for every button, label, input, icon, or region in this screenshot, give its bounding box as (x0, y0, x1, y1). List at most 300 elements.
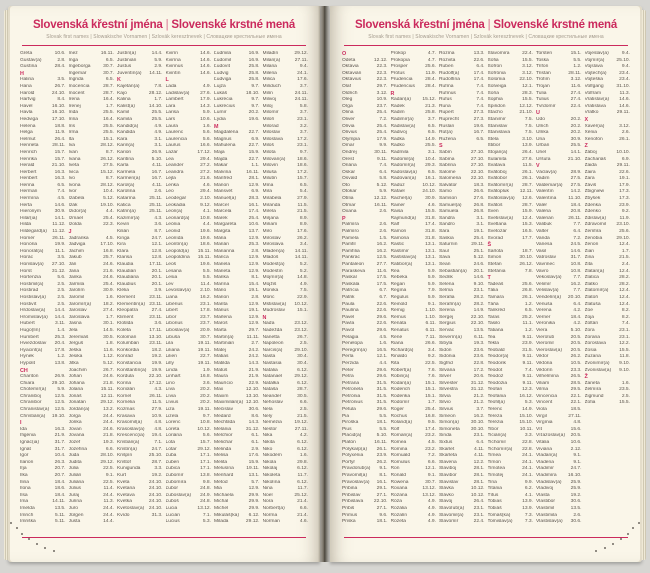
first-name: Mikuláš(ka) (214, 512, 240, 518)
first-name: Toska (536, 57, 549, 63)
name-day-date: 28.9. (570, 169, 582, 175)
name-row (488, 341, 534, 348)
first-name: Lev (165, 281, 174, 287)
first-name: Patrícia (342, 288, 359, 294)
name-row (69, 473, 115, 480)
first-name: Ilina (20, 479, 29, 485)
name-day-date: 25.8. (248, 64, 260, 70)
first-name: Rozalín (390, 512, 408, 518)
first-name: Rolf (390, 426, 400, 432)
name-row (69, 97, 115, 104)
first-name: Stela (487, 136, 499, 142)
name-day-date: 6.6. (299, 505, 308, 511)
name-row (20, 414, 66, 421)
name-day-date: 5.9. (202, 110, 211, 116)
name-row (488, 420, 534, 427)
first-name: Max (214, 387, 224, 393)
first-name: Oskar (342, 169, 356, 175)
name-row (391, 143, 437, 150)
name-day-date: 12.1. (425, 466, 436, 472)
name-day-date: 8.1. (251, 275, 260, 281)
first-name: Milica (262, 77, 275, 83)
name-day-date: 15.9. (248, 459, 260, 465)
first-name: Tobias (487, 499, 502, 505)
first-name: Prokop (390, 51, 406, 56)
name-day-date: 27.4. (570, 97, 582, 103)
first-name: Marlena (214, 314, 232, 320)
name-day-date: 27.2. (200, 163, 211, 169)
name-day-date: 17.2. (297, 136, 308, 142)
first-name: Radivoj (390, 130, 407, 136)
first-name: Jerguš (68, 341, 84, 347)
first-name: Radek (390, 103, 405, 109)
name-row (342, 262, 388, 269)
name-row (69, 242, 115, 249)
name-day-date: 14.9. (522, 407, 533, 413)
first-name: Svatava (487, 163, 506, 169)
name-day-date: 24.4. (103, 492, 114, 498)
name-day-date: 24.7. (151, 446, 163, 452)
name-day-date: 7.2. (573, 235, 582, 241)
name-day-date: 8.1. (379, 473, 388, 478)
name-day-date: 27.10. (470, 163, 485, 169)
name-day-date: 20.10. (567, 294, 582, 300)
name-day-date: 18.6. (200, 242, 211, 248)
name-day-date: 23.9. (376, 453, 388, 459)
first-name: Ifigénia (20, 433, 36, 439)
name-row (69, 466, 115, 473)
name-day-date: 14.4. (151, 51, 163, 56)
name-day-date: 14.4. (54, 314, 66, 320)
first-name: Nora (262, 499, 274, 505)
name-row (391, 242, 437, 249)
name-row (117, 262, 163, 269)
name-day-date: 25.4. (376, 130, 388, 136)
name-row (69, 143, 115, 150)
first-name: Janka (68, 275, 82, 281)
first-name: Sven (487, 209, 499, 215)
first-name: Olívius (342, 130, 357, 136)
name-row (69, 262, 115, 269)
perforation-dot (21, 533, 23, 535)
first-name: Jonáš (68, 393, 82, 399)
section-letter: H (20, 70, 24, 77)
name-row (439, 453, 485, 460)
name-day-date: 31.8. (425, 235, 436, 241)
first-name: Remig (390, 308, 405, 314)
first-name: Marta (214, 327, 227, 333)
name-day-date: 16.1. (425, 176, 436, 182)
name-row (263, 150, 309, 157)
name-row (439, 176, 485, 183)
name-column (488, 51, 534, 529)
name-row (20, 387, 66, 394)
name-row (263, 110, 309, 117)
name-row (342, 77, 388, 84)
name-row (263, 209, 309, 216)
first-name: Nikolaj (262, 466, 278, 472)
name-day-date: 19.9. (151, 360, 163, 366)
first-name: Robin(a) (390, 374, 410, 380)
first-name: Xénia (584, 130, 598, 136)
name-day-date: 6.5. (105, 77, 114, 83)
first-name: Vojslava (584, 64, 603, 70)
first-name: Mia (214, 486, 222, 492)
name-row (20, 64, 66, 71)
name-day-date: 2.6. (379, 209, 388, 215)
name-day-date: 30.1. (103, 321, 114, 327)
first-name: Teofil(a) (487, 400, 505, 406)
name-day-date: 21.10. (51, 163, 66, 169)
name-day-date: 3.11. (54, 321, 66, 327)
first-name: Tibor (487, 426, 499, 432)
name-day-date: 16.11. (100, 51, 114, 56)
name-row (20, 229, 66, 236)
first-name: Vekoslav(a) (536, 275, 562, 281)
name-day-date: 1.2. (57, 354, 66, 360)
name-day-date: 11.7. (297, 486, 308, 492)
name-row (439, 84, 485, 91)
name-day-date: 9.7. (299, 149, 308, 155)
name-row (214, 176, 260, 183)
name-row (263, 262, 309, 269)
first-name: Otília (342, 196, 354, 202)
name-day-date: 3.12. (570, 77, 582, 83)
first-name: Libor (165, 314, 177, 320)
first-name: Petrónius (342, 400, 363, 406)
first-name: Vadim (536, 176, 550, 182)
name-row (536, 51, 582, 58)
name-day-date: 23.11. (149, 301, 163, 307)
first-name: Lukrécius (214, 103, 235, 109)
name-day-date: 10.6. (54, 51, 66, 56)
name-day-date: 9.1. (573, 453, 582, 459)
first-name: Kevin (117, 222, 130, 228)
name-day-date: 21.5. (297, 209, 308, 215)
name-row (69, 374, 115, 381)
first-name: Zlatomír(a) (584, 288, 609, 294)
first-name: Libuša (165, 334, 180, 340)
name-day-date: 2.5. (621, 393, 630, 399)
name-row (69, 130, 115, 137)
first-name: Tea (487, 334, 496, 340)
name-row (20, 321, 66, 328)
name-row (20, 77, 66, 84)
name-day-date: 10.9. (151, 413, 163, 419)
first-name: Henrika (20, 156, 37, 162)
name-day-date: 9.7. (202, 413, 211, 419)
first-name: Mojmír(a) (262, 275, 284, 281)
name-day-date: 24.8. (200, 486, 211, 492)
name-day-date: 28.7. (522, 182, 533, 188)
name-row (439, 97, 485, 104)
first-name: Kalina (117, 97, 131, 103)
first-name: Miladín (262, 51, 279, 56)
first-name: Salvátor (439, 182, 457, 188)
name-row (166, 499, 212, 506)
first-name: Sergius (439, 321, 456, 327)
first-name: Inocent (68, 90, 85, 96)
name-day-date: 3.1. (476, 222, 485, 228)
name-row (536, 499, 582, 506)
name-day-date: 5.5. (573, 57, 582, 63)
first-name: Modestín (262, 268, 283, 274)
first-name: Imriška (20, 519, 36, 525)
name-day-date: 12.5. (376, 255, 388, 261)
name-day-date: 20.2. (200, 393, 211, 399)
name-row (342, 97, 388, 104)
name-row (69, 77, 115, 84)
first-name: Rebeka (390, 275, 408, 281)
first-name: Jozefína (68, 446, 87, 452)
name-day-date: 17.6. (297, 229, 308, 235)
first-name: Sidón (439, 347, 452, 353)
name-day-date: 10.4. (103, 189, 114, 195)
perforation-dot (595, 550, 597, 552)
name-day-date: 7.2. (379, 116, 388, 122)
first-name: Žaneta (584, 380, 600, 386)
name-day-date: 4.9. (202, 83, 211, 89)
name-day-date: 5.9. (427, 275, 436, 281)
name-day-date: 30.7. (200, 334, 211, 340)
name-row (391, 308, 437, 315)
name-day-date: 19.2. (151, 354, 163, 360)
first-name: Torsten (536, 51, 553, 56)
name-day-date: 9.7. (251, 83, 260, 89)
name-day-date: 6.11. (473, 334, 485, 340)
name-row (263, 328, 309, 335)
name-row (536, 104, 582, 111)
name-day-date: 24.10. (148, 486, 163, 492)
name-day-date: 20.8. (570, 209, 582, 215)
first-name: Laura (165, 123, 179, 129)
name-day-date: 29.10. (51, 380, 66, 386)
first-name: Hermína (20, 196, 39, 202)
name-row (166, 163, 212, 170)
first-name: Silvius (439, 407, 454, 413)
first-name: Timea (487, 453, 501, 459)
name-day-date: 30.6. (570, 519, 582, 525)
first-name: Marica (214, 255, 229, 261)
name-row (166, 143, 212, 150)
name-row (585, 308, 631, 315)
name-day-date: 6.12. (297, 440, 308, 446)
first-name: Teodot (487, 367, 503, 373)
name-day-date: 28.2. (473, 294, 485, 300)
name-day-date: 6.5. (105, 57, 114, 63)
name-row (391, 453, 437, 460)
first-name: Kristián(a) (117, 440, 140, 446)
first-name: Ilarion (20, 459, 34, 465)
first-name: Metod (214, 479, 228, 485)
name-row (536, 117, 582, 124)
name-row (439, 295, 485, 302)
name-day-date: 15.9. (248, 149, 260, 155)
first-name: Jordán(a) (68, 407, 90, 413)
first-name: Klélia (117, 288, 129, 294)
name-day-date: 29.4. (200, 156, 211, 162)
first-name: Teodorik (487, 360, 506, 366)
first-name: Mojžiš (262, 281, 277, 287)
title-slovak: Slovenské krstné mená (171, 19, 296, 31)
first-name: Kolumbán (117, 341, 140, 347)
name-row (585, 242, 631, 249)
first-name: Irena (68, 97, 80, 103)
name-day-date: 24.4. (103, 512, 114, 518)
name-day-date: 21.8. (103, 380, 114, 386)
name-day-date: 26.8. (473, 209, 485, 215)
first-name: Leonard(a) (165, 215, 190, 221)
name-day-date: 25.5. (425, 143, 436, 149)
name-row (536, 255, 582, 262)
name-row (342, 486, 388, 493)
section-letter: O (342, 51, 347, 57)
name-day-date: 27.6. (200, 90, 211, 96)
name-day-date: 22.6. (376, 308, 388, 314)
name-day-date: 19.9. (151, 367, 163, 373)
name-row (536, 64, 582, 71)
name-day-date: 18.1. (376, 420, 388, 426)
name-day-date: 27.9. (151, 407, 163, 413)
first-name: Humbert (20, 334, 39, 340)
section-letter: M (214, 123, 219, 130)
name-day-date: 9.5. (427, 420, 436, 426)
name-row (391, 466, 437, 473)
name-day-date: 7.4. (476, 90, 485, 96)
first-name: Svätoboj (487, 169, 507, 175)
first-name: Chotemír(a) (20, 387, 47, 393)
name-day-date: 15.11. (197, 255, 211, 261)
first-name: Viviána (536, 446, 552, 452)
name-day-date: 15.7. (54, 149, 66, 155)
first-name: Zlatuša (584, 301, 601, 307)
first-name: Honorát(a) (20, 248, 44, 254)
name-row (263, 77, 309, 84)
first-name: Pribislav (342, 492, 361, 498)
first-name: Koriolán (117, 387, 135, 393)
name-day-date: 2.8. (251, 248, 260, 254)
name-day-date: 9.11. (522, 360, 533, 366)
name-day-date: 27.3. (473, 110, 485, 116)
name-day-date: 9.9. (379, 143, 388, 149)
name-column (536, 51, 582, 529)
first-name: Jovana (68, 433, 85, 439)
first-name: Lizela (165, 413, 179, 419)
name-day-date: 29.9. (248, 505, 260, 511)
name-row (214, 486, 260, 493)
name-day-date: 24.2. (248, 347, 260, 353)
name-day-date: 29.1. (376, 486, 388, 492)
first-name: Samuel(a) (439, 202, 462, 208)
first-name: Pius (342, 426, 352, 432)
name-day-date: 3.6. (154, 321, 163, 327)
first-name: Runa (439, 103, 451, 109)
first-name: Milota (262, 149, 276, 155)
first-name: Marcel (214, 202, 229, 208)
name-row (117, 361, 163, 368)
first-name: Hortenzia (20, 275, 41, 281)
name-day-date: 23.2. (425, 433, 436, 439)
name-day-date: 15.5. (522, 97, 533, 103)
first-name: Vratislava (584, 103, 606, 109)
name-day-date: 14.6. (200, 70, 211, 76)
name-row (439, 275, 485, 282)
first-name: Neander (262, 393, 282, 399)
first-name: Sophia (487, 97, 503, 103)
first-name: Kornel (117, 393, 132, 399)
first-name: Tereza (487, 413, 503, 419)
first-name: Ticián(a) (487, 433, 507, 439)
first-name: Laurencia (165, 136, 187, 142)
name-row (69, 150, 115, 157)
first-name: Ivor (68, 189, 77, 195)
name-day-date: 5.2. (299, 268, 308, 274)
first-name: Ľubor (165, 486, 179, 492)
name-row (391, 354, 437, 361)
first-name: Ilsa (20, 492, 28, 498)
name-day-date: 23.1. (473, 505, 485, 511)
name-row (117, 163, 163, 170)
first-name: Ľuboslav(a) (165, 492, 192, 498)
first-name: Judita (68, 459, 82, 465)
first-name: Zian (584, 248, 595, 254)
name-day-date: 22.4. (570, 103, 582, 109)
name-day-date: 9.7. (251, 97, 260, 103)
first-name: Mahulena (214, 143, 236, 149)
first-name: Kajetán(a) (117, 83, 140, 89)
name-row (488, 486, 534, 493)
name-row (166, 71, 212, 78)
first-name: Miranda (262, 202, 281, 208)
first-name: Vojtech(a) (584, 70, 607, 76)
name-day-date: 19.2. (151, 473, 163, 478)
first-name: Heribert (20, 176, 38, 182)
first-name: Chranislav(a) (20, 407, 50, 413)
first-name: Lujza (214, 83, 226, 89)
first-name: Imrich (20, 512, 34, 518)
first-name: Pia (342, 413, 350, 419)
name-day-date: 20.1. (151, 281, 163, 287)
name-day-date: 11.11. (246, 334, 260, 340)
first-name: Ingrida (68, 77, 84, 83)
name-row (214, 295, 260, 302)
first-name: Leoš (165, 262, 177, 267)
name-row (391, 374, 437, 381)
name-day-date: 29.12. (294, 51, 308, 56)
name-day-date: 26.2. (376, 459, 388, 465)
name-row (439, 387, 485, 394)
header-rule (22, 45, 306, 46)
name-day-date: 14.11. (52, 499, 66, 505)
name-day-date: 26.4. (473, 499, 485, 505)
name-day-date: 25.10. (616, 57, 630, 63)
name-day-date: 6.12. (248, 512, 260, 518)
name-day-date: 16.9. (248, 51, 260, 56)
name-day-date: 1.10. (425, 314, 436, 320)
name-row (488, 361, 534, 368)
name-row (20, 110, 66, 117)
name-day-date: 2.8. (57, 57, 66, 63)
name-day-date: 16.10. (51, 103, 66, 109)
first-name: Prudencia (390, 77, 413, 83)
name-day-date: 1.7. (154, 97, 163, 103)
name-day-date: 4.2. (573, 321, 582, 327)
first-name: Vanesa (536, 242, 553, 248)
name-row (263, 387, 309, 394)
name-day-date: 23.3. (570, 367, 582, 373)
first-name: Zoltán (584, 321, 599, 327)
name-day-date: 8.9. (299, 215, 308, 221)
